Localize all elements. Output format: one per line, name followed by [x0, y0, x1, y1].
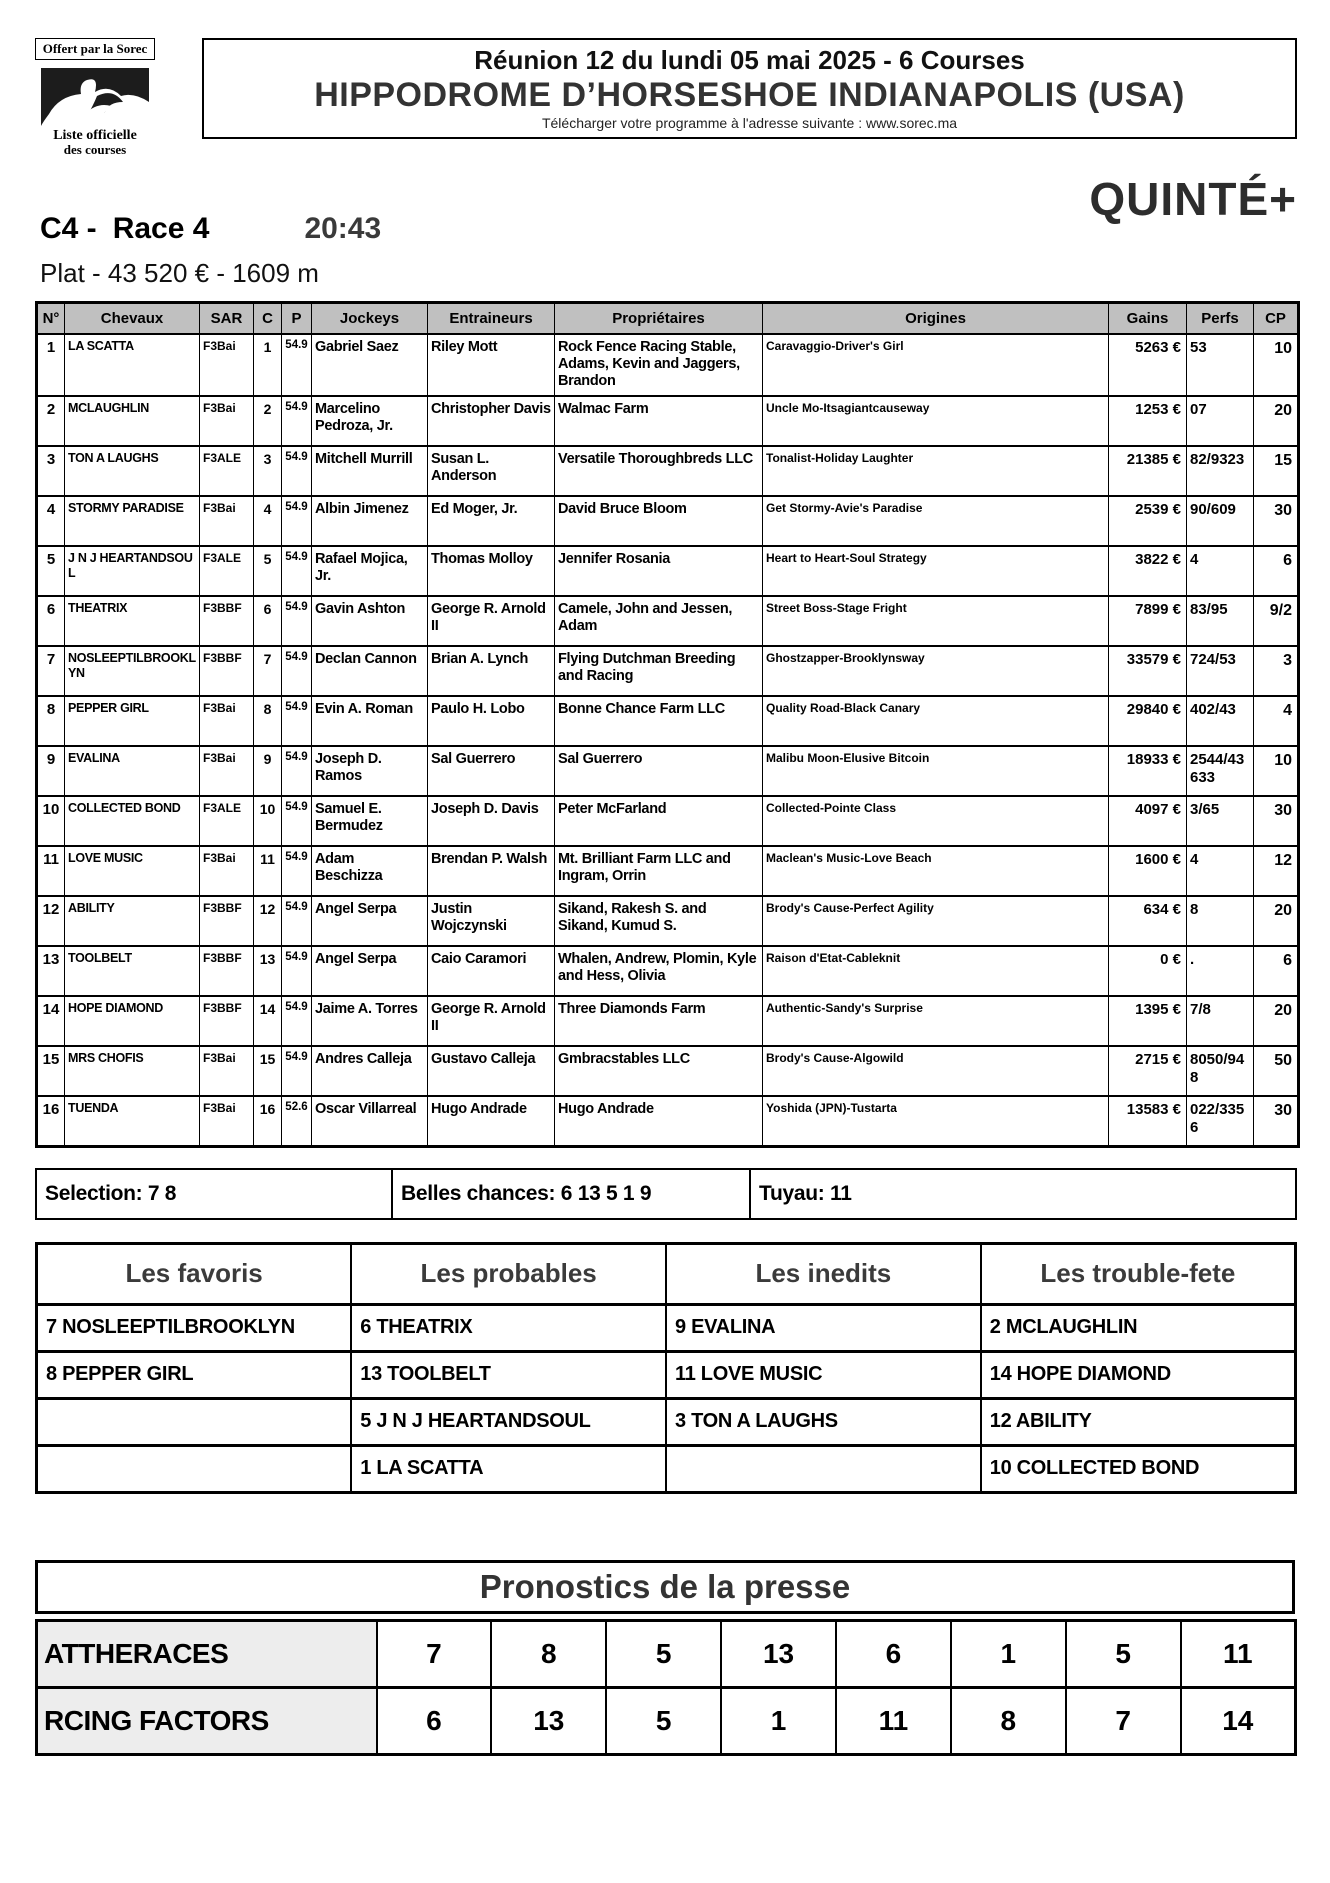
picks-row: [37, 1351, 1296, 1398]
runner-number: 11: [37, 846, 65, 896]
owner-name: Sal Guerrero: [555, 746, 763, 796]
picks-column-header: Les inedits: [666, 1243, 981, 1304]
gains-value: 0 €: [1109, 946, 1187, 996]
runner-number: 16: [37, 1096, 65, 1147]
pick-cell: 3 TON A LAUGHS: [666, 1398, 981, 1445]
c-value: 5: [254, 546, 282, 596]
runner-number: 10: [37, 796, 65, 846]
weight-value: 52.6: [282, 1096, 312, 1147]
jockey-name: Andres Calleja: [312, 1046, 428, 1096]
origin-value: Brody's Cause-Perfect Agility: [763, 896, 1109, 946]
weight-value: 54.9: [282, 546, 312, 596]
owner-name: Rock Fence Racing Stable, Adams, Kevin and Jaggers, Brandon: [555, 334, 763, 396]
pick-cell: 2 MCLAUGHLIN: [981, 1304, 1296, 1351]
origin-value: Street Boss-Stage Fright: [763, 596, 1109, 646]
horse-name: ABILITY: [65, 896, 200, 946]
origin-value: Authentic-Sandy's Surprise: [763, 996, 1109, 1046]
trainer-name: Brian A. Lynch: [428, 646, 555, 696]
column-header: SAR: [200, 302, 254, 334]
cp-value: 10: [1254, 334, 1299, 396]
press-pick: 5: [606, 1687, 721, 1754]
weight-value: 54.9: [282, 746, 312, 796]
quinte-badge: QUINTÉ+: [1089, 172, 1297, 225]
horse-name: LA SCATTA: [65, 334, 200, 396]
tuyau-value: Tuyau: 11: [759, 1181, 852, 1205]
picks-column-header: Les trouble-fete: [981, 1243, 1296, 1304]
runner-number: 9: [37, 746, 65, 796]
horse-name: TON A LAUGHS: [65, 446, 200, 496]
runner-row: [37, 1046, 1299, 1096]
owner-name: Camele, John and Jessen, Adam: [555, 596, 763, 646]
horse-name: HOPE DIAMOND: [65, 996, 200, 1046]
perfs-value: 8050/948: [1187, 1046, 1254, 1096]
runner-row: [37, 546, 1299, 596]
runner-row: [37, 846, 1299, 896]
picks-body: [37, 1304, 1296, 1492]
press-pick: 14: [1181, 1687, 1296, 1754]
runners-table: [35, 301, 1300, 1148]
runner-row: [37, 896, 1299, 946]
trainer-name: Brendan P. Walsh: [428, 846, 555, 896]
trainer-name: Justin Wojczynski: [428, 896, 555, 946]
race-title-zone: [35, 170, 1297, 248]
origin-value: Heart to Heart-Soul Strategy: [763, 546, 1109, 596]
horse-name: MCLAUGHLIN: [65, 396, 200, 446]
owner-name: Versatile Thoroughbreds LLC: [555, 446, 763, 496]
origin-value: Collected-Pointe Class: [763, 796, 1109, 846]
jockey-name: Mitchell Murrill: [312, 446, 428, 496]
runner-number: 12: [37, 896, 65, 946]
owner-name: Whalen, Andrew, Plomin, Kyle and Hess, Olivia: [555, 946, 763, 996]
cp-value: 30: [1254, 1096, 1299, 1147]
picks-row: [37, 1304, 1296, 1351]
runner-row: [37, 646, 1299, 696]
perfs-value: 7/8: [1187, 996, 1254, 1046]
download-hint: Télécharger votre programme à l'adresse suivante : www.sorec.ma: [541, 115, 958, 132]
origin-value: Quality Road-Black Canary: [763, 696, 1109, 746]
runner-number: 2: [37, 396, 65, 446]
press-source-name: ATTHERACES: [37, 1620, 377, 1687]
pick-cell: 5 J N J HEARTANDSOUL: [351, 1398, 666, 1445]
c-value: 13: [254, 946, 282, 996]
picks-column-header: Les favoris: [37, 1243, 352, 1304]
press-pick: 11: [1181, 1620, 1296, 1687]
picks-header-row: [37, 1243, 1296, 1304]
pick-cell: 8 PEPPER GIRL: [37, 1351, 352, 1398]
column-header: Perfs: [1187, 302, 1254, 334]
jockey-name: Angel Serpa: [312, 946, 428, 996]
press-pick: 13: [721, 1620, 836, 1687]
owner-name: Hugo Andrade: [555, 1096, 763, 1147]
pick-cell: 13 TOOLBELT: [351, 1351, 666, 1398]
press-title: Pronostics de la presse: [35, 1560, 1295, 1614]
logo-liste-label: Liste officielle: [53, 128, 137, 143]
runner-row: [37, 596, 1299, 646]
c-value: 16: [254, 1096, 282, 1147]
c-value: 7: [254, 646, 282, 696]
gains-value: 4097 €: [1109, 796, 1187, 846]
horse-name: TOOLBELT: [65, 946, 200, 996]
meeting-title: Réunion 12 du lundi 05 mai 2025 - 6 Courses: [474, 45, 1025, 75]
logo-courses-label: des courses: [63, 142, 127, 158]
horse-name: MRS CHOFIS: [65, 1046, 200, 1096]
gains-value: 21385 €: [1109, 446, 1187, 496]
trainer-name: George R. Arnold II: [428, 596, 555, 646]
masthead: [35, 38, 1297, 158]
runner-row: [37, 946, 1299, 996]
runner-number: 8: [37, 696, 65, 746]
runner-number: 1: [37, 334, 65, 396]
press-row: [37, 1687, 1296, 1754]
perfs-value: 07: [1187, 396, 1254, 446]
pick-cell: 10 COLLECTED BOND: [981, 1445, 1296, 1492]
horse-name: THEATRIX: [65, 596, 200, 646]
jockey-name: Adam Beschizza: [312, 846, 428, 896]
sar-value: F3BBF: [200, 596, 254, 646]
runner-row: [37, 796, 1299, 846]
runner-row: [37, 996, 1299, 1046]
pick-cell: 11 LOVE MUSIC: [666, 1351, 981, 1398]
c-value: 4: [254, 496, 282, 546]
jockey-name: Gabriel Saez: [312, 334, 428, 396]
origin-value: Get Stormy-Avie's Paradise: [763, 496, 1109, 546]
press-pick: 1: [721, 1687, 836, 1754]
jockey-name: Jaime A. Torres: [312, 996, 428, 1046]
cp-value: 20: [1254, 396, 1299, 446]
sar-value: F3BBF: [200, 896, 254, 946]
c-value: 12: [254, 896, 282, 946]
column-header: C: [254, 302, 282, 334]
press-pick: 5: [606, 1620, 721, 1687]
sorec-logo: [35, 38, 155, 158]
cp-value: 3: [1254, 646, 1299, 696]
trainer-name: Susan L. Anderson: [428, 446, 555, 496]
jockey-name: Angel Serpa: [312, 896, 428, 946]
press-row: [37, 1620, 1296, 1687]
weight-value: 54.9: [282, 796, 312, 846]
runner-row: [37, 396, 1299, 446]
origin-value: Tonalist-Holiday Laughter: [763, 446, 1109, 496]
pick-cell: 1 LA SCATTA: [351, 1445, 666, 1492]
perfs-value: 724/53: [1187, 646, 1254, 696]
c-value: 8: [254, 696, 282, 746]
c-value: 2: [254, 396, 282, 446]
horse-name: PEPPER GIRL: [65, 696, 200, 746]
cp-value: 15: [1254, 446, 1299, 496]
gains-value: 18933 €: [1109, 746, 1187, 796]
sar-value: F3BBF: [200, 996, 254, 1046]
cp-value: 30: [1254, 496, 1299, 546]
hippodrome-title: HIPPODROME D’HORSESHOE INDIANAPOLIS (USA): [314, 76, 1185, 114]
origin-value: Uncle Mo-Itsagiantcauseway: [763, 396, 1109, 446]
c-value: 14: [254, 996, 282, 1046]
runner-row: [37, 334, 1299, 396]
cp-value: 9/2: [1254, 596, 1299, 646]
horse-name: EVALINA: [65, 746, 200, 796]
runner-row: [37, 696, 1299, 746]
gains-value: 1395 €: [1109, 996, 1187, 1046]
trainer-name: Christopher Davis: [428, 396, 555, 446]
runners-header-row: [37, 302, 1299, 334]
trainer-name: Paulo H. Lobo: [428, 696, 555, 746]
weight-value: 54.9: [282, 996, 312, 1046]
trainer-name: Thomas Molloy: [428, 546, 555, 596]
origin-value: Ghostzapper-Brooklynsway: [763, 646, 1109, 696]
runner-row: [37, 1096, 1299, 1147]
gains-value: 634 €: [1109, 896, 1187, 946]
gains-value: 1600 €: [1109, 846, 1187, 896]
cp-value: 50: [1254, 1046, 1299, 1096]
jockey-name: Joseph D. Ramos: [312, 746, 428, 796]
c-value: 15: [254, 1046, 282, 1096]
sar-value: F3Bai: [200, 696, 254, 746]
race-line: [40, 212, 381, 246]
jockey-name: Marcelino Pedroza, Jr.: [312, 396, 428, 446]
weight-value: 54.9: [282, 946, 312, 996]
origin-value: Yoshida (JPN)-Tustarta: [763, 1096, 1109, 1147]
runner-number: 6: [37, 596, 65, 646]
owner-name: David Bruce Bloom: [555, 496, 763, 546]
weight-value: 54.9: [282, 596, 312, 646]
press-table: [35, 1619, 1297, 1756]
trainer-name: George R. Arnold II: [428, 996, 555, 1046]
selection-value: Selection: 7 8: [37, 1170, 393, 1218]
pick-cell: [37, 1445, 352, 1492]
trainer-name: Hugo Andrade: [428, 1096, 555, 1147]
perfs-value: 82/9323: [1187, 446, 1254, 496]
runner-row: [37, 746, 1299, 796]
pick-cell: 6 THEATRIX: [351, 1304, 666, 1351]
race-time: 20:43: [304, 211, 382, 245]
origin-value: Maclean's Music-Love Beach: [763, 846, 1109, 896]
cp-value: 10: [1254, 746, 1299, 796]
press-pick: 8: [951, 1687, 1066, 1754]
gains-value: 3822 €: [1109, 546, 1187, 596]
trainer-name: Gustavo Calleja: [428, 1046, 555, 1096]
weight-value: 54.9: [282, 846, 312, 896]
weight-value: 54.9: [282, 446, 312, 496]
sar-value: F3Bai: [200, 496, 254, 546]
c-value: 9: [254, 746, 282, 796]
horse-name: LOVE MUSIC: [65, 846, 200, 896]
perfs-value: 90/609: [1187, 496, 1254, 546]
press-pick: 6: [377, 1687, 492, 1754]
cp-value: 20: [1254, 896, 1299, 946]
pick-cell: 14 HOPE DIAMOND: [981, 1351, 1296, 1398]
gains-value: 13583 €: [1109, 1096, 1187, 1147]
picks-row: [37, 1398, 1296, 1445]
runner-number: 4: [37, 496, 65, 546]
horse-name: STORMY PARADISE: [65, 496, 200, 546]
sar-value: F3Bai: [200, 846, 254, 896]
perfs-value: 8: [1187, 896, 1254, 946]
gains-value: 2539 €: [1109, 496, 1187, 546]
column-header: Propriétaires: [555, 302, 763, 334]
origin-value: Malibu Moon-Elusive Bitcoin: [763, 746, 1109, 796]
jockey-name: Albin Jimenez: [312, 496, 428, 546]
runner-number: 5: [37, 546, 65, 596]
horse-name: J N J HEARTANDSOUL: [65, 546, 200, 596]
weight-value: 54.9: [282, 896, 312, 946]
origin-value: Brody's Cause-Algowild: [763, 1046, 1109, 1096]
owner-name: Three Diamonds Farm: [555, 996, 763, 1046]
runner-number: 14: [37, 996, 65, 1046]
press-pick: 11: [836, 1687, 951, 1754]
runner-number: 13: [37, 946, 65, 996]
pick-cell: 9 EVALINA: [666, 1304, 981, 1351]
perfs-value: 83/95: [1187, 596, 1254, 646]
perfs-value: 3/65: [1187, 796, 1254, 846]
sar-value: F3Bai: [200, 1096, 254, 1147]
gains-value: 33579 €: [1109, 646, 1187, 696]
horse-name: NOSLEEPTILBROOKLYN: [65, 646, 200, 696]
perfs-value: 4: [1187, 846, 1254, 896]
perfs-value: 402/43: [1187, 696, 1254, 746]
logo-offert-label: Offert par la Sorec: [35, 38, 155, 60]
press-source-name: RCING FACTORS: [37, 1687, 377, 1754]
gains-value: 1253 €: [1109, 396, 1187, 446]
weight-value: 54.9: [282, 496, 312, 546]
perfs-value: .: [1187, 946, 1254, 996]
owner-name: Jennifer Rosania: [555, 546, 763, 596]
cp-value: 20: [1254, 996, 1299, 1046]
trainer-name: Riley Mott: [428, 334, 555, 396]
weight-value: 54.9: [282, 396, 312, 446]
belles-chances-value: Belles chances: 6 13 5 1 9: [393, 1170, 751, 1218]
jockey-name: Rafael Mojica, Jr.: [312, 546, 428, 596]
column-header: Gains: [1109, 302, 1187, 334]
horse-logo-icon: [39, 62, 151, 128]
owner-name: Gmbracstables LLC: [555, 1046, 763, 1096]
sar-value: F3BBF: [200, 646, 254, 696]
jockey-name: Samuel E. Bermudez: [312, 796, 428, 846]
cp-value: 4: [1254, 696, 1299, 746]
gains-value: 29840 €: [1109, 696, 1187, 746]
jockey-name: Evin A. Roman: [312, 696, 428, 746]
pick-cell: 12 ABILITY: [981, 1398, 1296, 1445]
perfs-value: 022/3356: [1187, 1096, 1254, 1147]
c-value: 10: [254, 796, 282, 846]
weight-value: 54.9: [282, 696, 312, 746]
horse-name: TUENDA: [65, 1096, 200, 1147]
picks-column-header: Les probables: [351, 1243, 666, 1304]
jockey-name: Declan Cannon: [312, 646, 428, 696]
perfs-value: 2544/43633: [1187, 746, 1254, 796]
picks-table: [35, 1242, 1297, 1494]
owner-name: Walmac Farm: [555, 396, 763, 446]
c-value: 1: [254, 334, 282, 396]
press-pick: 6: [836, 1620, 951, 1687]
selection-bar: [35, 1168, 1297, 1220]
runner-number: 7: [37, 646, 65, 696]
trainer-name: Sal Guerrero: [428, 746, 555, 796]
owner-name: Flying Dutchman Breeding and Racing: [555, 646, 763, 696]
jockey-name: Gavin Ashton: [312, 596, 428, 646]
runner-number: 3: [37, 446, 65, 496]
gains-value: 2715 €: [1109, 1046, 1187, 1096]
column-header: N°: [37, 302, 65, 334]
sar-value: F3ALE: [200, 446, 254, 496]
sar-value: F3ALE: [200, 796, 254, 846]
press-pick: 8: [491, 1620, 606, 1687]
gains-value: 5263 €: [1109, 334, 1187, 396]
column-header: Jockeys: [312, 302, 428, 334]
press-body: [37, 1620, 1296, 1754]
owner-name: Bonne Chance Farm LLC: [555, 696, 763, 746]
weight-value: 54.9: [282, 1046, 312, 1096]
sar-value: F3ALE: [200, 546, 254, 596]
picks-row: [37, 1445, 1296, 1492]
pick-cell: 7 NOSLEEPTILBROOKLYN: [37, 1304, 352, 1351]
perfs-value: 53: [1187, 334, 1254, 396]
column-header: Chevaux: [65, 302, 200, 334]
cp-value: 6: [1254, 546, 1299, 596]
program-header-box: [202, 38, 1297, 139]
gains-value: 7899 €: [1109, 596, 1187, 646]
c-value: 6: [254, 596, 282, 646]
origin-value: Caravaggio-Driver's Girl: [763, 334, 1109, 396]
trainer-name: Ed Moger, Jr.: [428, 496, 555, 546]
trainer-name: Caio Caramori: [428, 946, 555, 996]
press-pick: 7: [1066, 1687, 1181, 1754]
race-conditions: Plat - 43 520 € - 1609 m: [40, 257, 319, 288]
cp-value: 6: [1254, 946, 1299, 996]
press-pick: 1: [951, 1620, 1066, 1687]
press-pick: 5: [1066, 1620, 1181, 1687]
runner-number: 15: [37, 1046, 65, 1096]
sar-value: F3BBF: [200, 946, 254, 996]
cp-value: 12: [1254, 846, 1299, 896]
sar-value: F3Bai: [200, 1046, 254, 1096]
pick-cell: [666, 1445, 981, 1492]
c-value: 11: [254, 846, 282, 896]
origin-value: Raison d'Etat-Cableknit: [763, 946, 1109, 996]
runner-row: [37, 446, 1299, 496]
weight-value: 54.9: [282, 646, 312, 696]
c-value: 3: [254, 446, 282, 496]
jockey-name: Oscar Villarreal: [312, 1096, 428, 1147]
column-header: CP: [1254, 302, 1299, 334]
race-name: Race 4: [112, 211, 210, 245]
weight-value: 54.9: [282, 334, 312, 396]
owner-name: Sikand, Rakesh S. and Sikand, Kumud S.: [555, 896, 763, 946]
press-pick: 7: [377, 1620, 492, 1687]
trainer-name: Joseph D. Davis: [428, 796, 555, 846]
column-header: Origines: [763, 302, 1109, 334]
sar-value: F3Bai: [200, 746, 254, 796]
horse-name: COLLECTED BOND: [65, 796, 200, 846]
sar-value: F3Bai: [200, 396, 254, 446]
column-header: Entraineurs: [428, 302, 555, 334]
owner-name: Mt. Brilliant Farm LLC and Ingram, Orrin: [555, 846, 763, 896]
perfs-value: 4: [1187, 546, 1254, 596]
pick-cell: [37, 1398, 352, 1445]
race-code: C4 -: [40, 211, 97, 245]
press-pick: 13: [491, 1687, 606, 1754]
cp-value: 30: [1254, 796, 1299, 846]
sar-value: F3Bai: [200, 334, 254, 396]
column-header: P: [282, 302, 312, 334]
runners-body: [37, 334, 1299, 1147]
owner-name: Peter McFarland: [555, 796, 763, 846]
runner-row: [37, 496, 1299, 546]
